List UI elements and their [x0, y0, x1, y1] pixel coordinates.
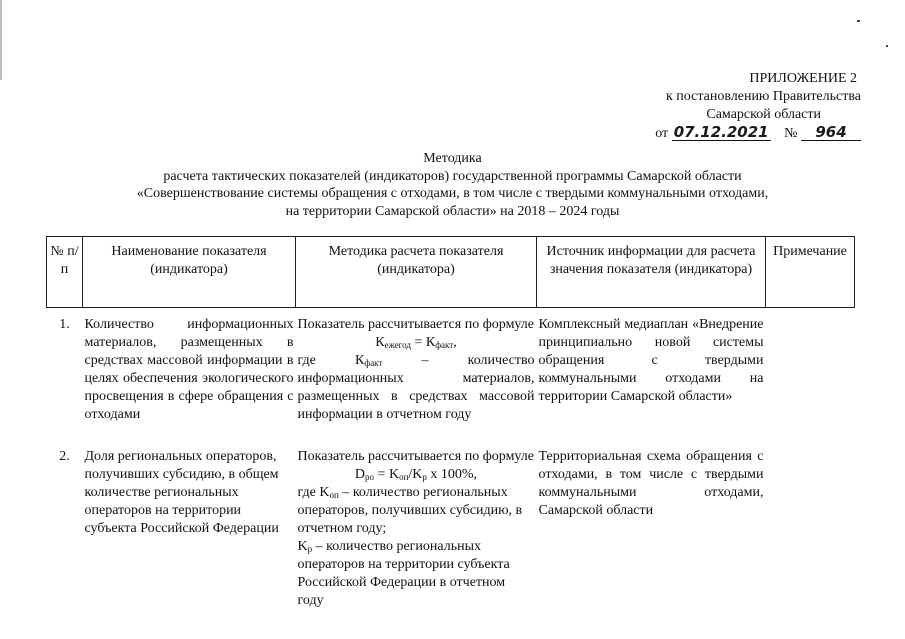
header-method: Методика расчета показателя (индикатора) — [296, 237, 537, 308]
scan-speck — [886, 45, 888, 47]
indicator-method — [296, 308, 537, 439]
heading-line-2: «Совершенствование системы обращения с отходами, в том числе с твердыми коммунальными отходами, — [136, 186, 769, 201]
row-number: 2. — [59, 449, 70, 464]
handwritten-date: 07.12.2021 — [672, 124, 771, 141]
formula-legend: где $K_{оп}$ – количество региональных операторов, получивших субсидию, в отчетном году; — [297, 485, 523, 536]
scan-edge — [0, 0, 2, 80]
header-name: Наименование показателя (индикатора) — [83, 237, 296, 308]
scan-speck — [857, 20, 860, 22]
heading-line-3: на территории Самарской области» на 2018 – 2024 годы — [285, 203, 620, 219]
appendix-block — [655, 70, 861, 143]
appendix-title: ПРИЛОЖЕНИЕ 2 — [749, 71, 857, 86]
table-row — [47, 308, 855, 439]
appendix-line-region: Самарской области — [706, 107, 821, 122]
indicator-note — [766, 308, 855, 439]
indicator-name: Доля региональных операторов, получивших субсидию, в общем количестве региональных операторов на территории субъекта Российской Федерации — [84, 449, 279, 536]
indicator-name: Количество информационных материалов, размещенных в средствах массовой информации в целях обеспечения экологического просвещения в сфере обращения с отходами — [84, 317, 294, 422]
header-note: Примечание — [766, 237, 855, 308]
appendix-line-resolution: к постановлению Правительства — [665, 89, 861, 104]
row-number: 1. — [59, 317, 70, 332]
table-header-row — [47, 237, 855, 308]
indicator-source: Комплексный медиаплан «Внедрение принципиально новой системы обращения с твердыми коммунальными отходами на территории Самарской области» — [538, 317, 764, 404]
number-prefix: № — [784, 126, 798, 141]
document-heading — [0, 150, 905, 220]
handwritten-number: 964 — [801, 124, 861, 141]
indicator-source: Территориальная схема обращения с отходами, в том числе с твердыми коммунальными отходами, Самарской области — [538, 449, 764, 518]
table-row — [47, 438, 855, 610]
method-intro: Показатель рассчитывается по формуле — [297, 449, 535, 464]
formula: $D_{ро} = K_{оп}/K_р$ х 100%, — [354, 467, 478, 482]
heading-title: Методика — [423, 151, 482, 166]
formula: $К_{ежегод} = К_{факт}$, — [375, 335, 457, 350]
date-prefix: от — [655, 126, 669, 141]
header-source: Источник информации для расчета значения показателя (индикатора) — [537, 237, 766, 308]
appendix-date-line — [655, 124, 861, 143]
indicator-table — [46, 236, 855, 610]
heading-line-1: расчета тактических показателей (индикаторов) государственной программы Самарской области — [163, 168, 742, 184]
indicator-note — [766, 438, 855, 610]
header-number: № п/п — [47, 237, 83, 308]
method-intro: Показатель рассчитывается по формуле — [297, 317, 535, 332]
indicator-method — [296, 438, 537, 610]
formula-legend: $K_р$ – количество региональных операторов на территории субъекта Российской Федерации в отчетном году — [297, 539, 510, 608]
formula-legend: где $К_{факт}$ – количество информационных материалов, размещенных в средствах массовой информации в отчетном году — [297, 353, 535, 422]
